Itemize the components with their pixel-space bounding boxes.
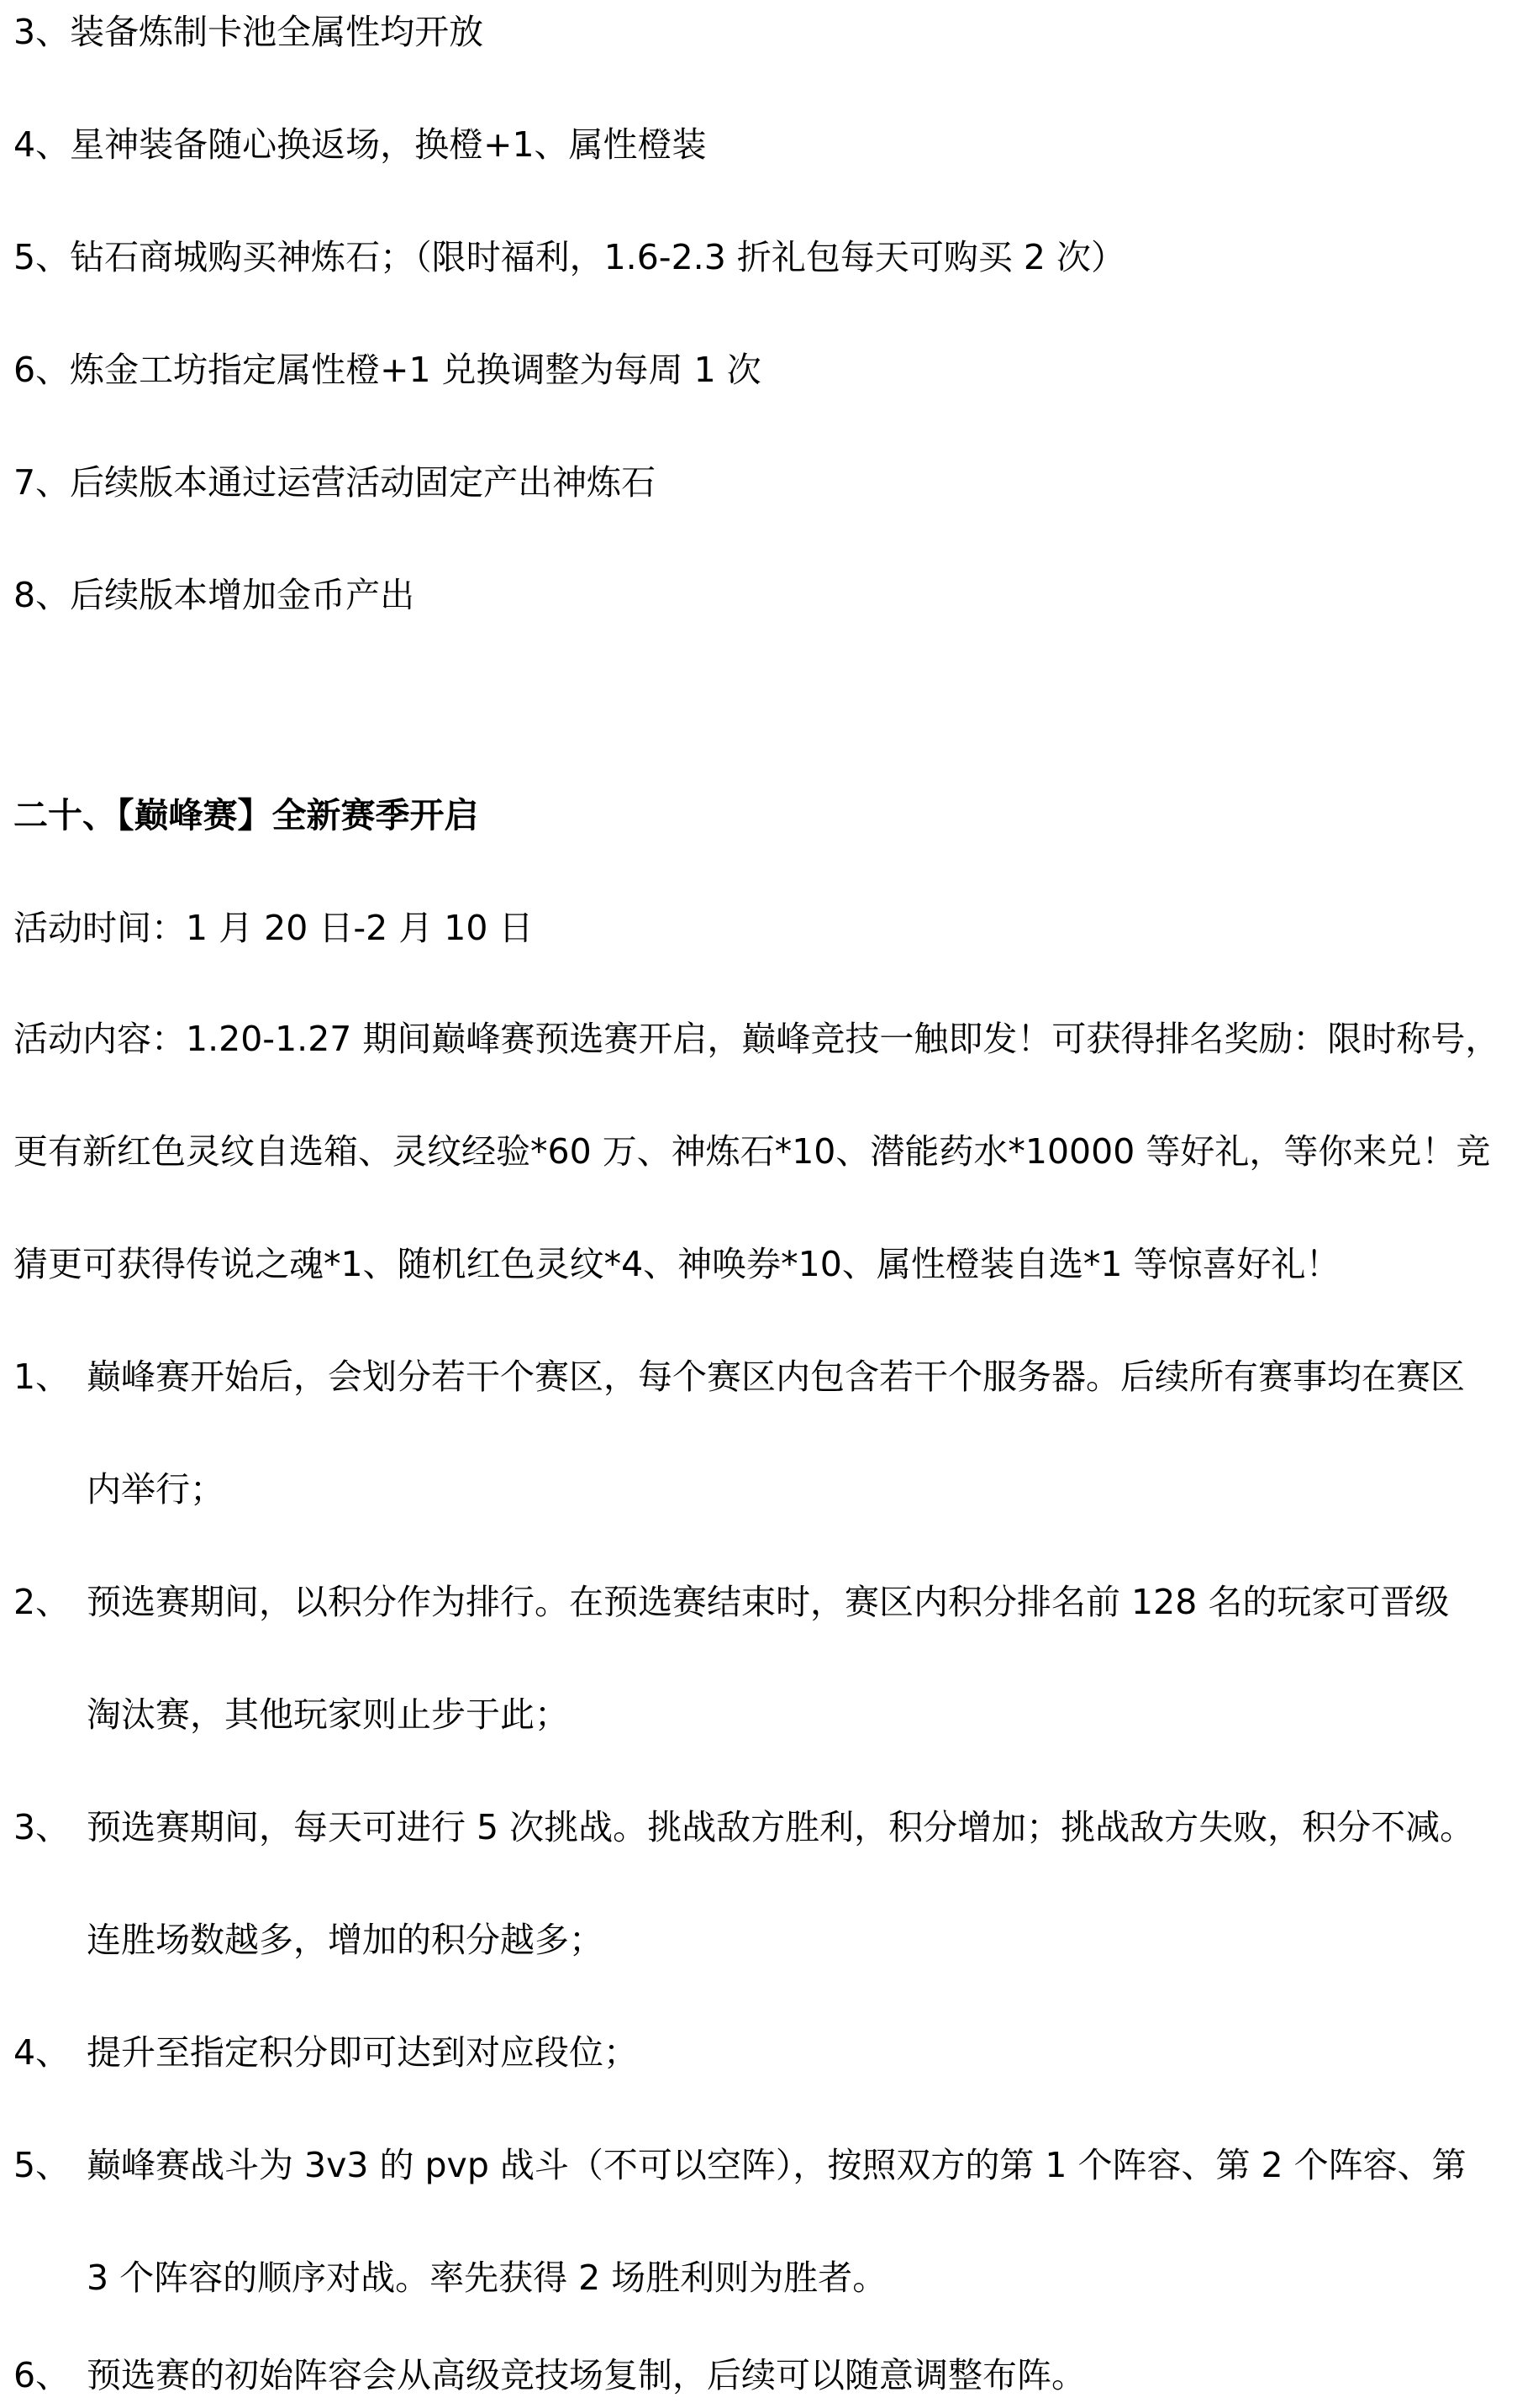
rule-number: 4、 <box>13 2032 71 2073</box>
rule-number: 2、 <box>13 1582 71 1622</box>
rule-text: 巅峰赛开始后，会划分若干个赛区，每个赛区内包含若干个服务器。后续所有赛事均在赛区 <box>87 1357 1465 1397</box>
activity-content-line: 活动内容：1.20-1.27 期间巅峰赛预选赛开启，巅峰竞技一触即发！可获得排名奖励：限时称号， <box>13 1019 1500 1059</box>
rule-text: 预选赛期间，每天可进行 5 次挑战。挑战敌方胜利，积分增加；挑战敌方失败，积分不减。 <box>87 1807 1475 1847</box>
list-item: 4、星神装备随心换返场，换橙+1、属性橙装 <box>13 124 707 165</box>
list-item: 7、后续版本通过运营活动固定产出神炼石 <box>13 462 656 503</box>
rule-number: 3、 <box>13 1807 71 1847</box>
activity-time: 活动时间：1 月 20 日-2 月 10 日 <box>13 908 534 948</box>
rule-text: 淘汰赛，其他玩家则止步于此； <box>87 1694 569 1735</box>
rule-text: 3 个阵容的顺序对战。率先获得 2 场胜利则为胜者。 <box>87 2258 888 2298</box>
rule-text: 内举行； <box>87 1469 224 1510</box>
rule-text: 预选赛期间，以积分作为排行。在预选赛结束时，赛区内积分排名前 128 名的玩家可晋级 <box>87 1582 1450 1622</box>
rule-text: 提升至指定积分即可达到对应段位； <box>87 2032 638 2073</box>
rule-number: 6、 <box>13 2355 71 2395</box>
rule-number: 1、 <box>13 1357 71 1397</box>
activity-content-line: 猜更可获得传说之魂*1、随机红色灵纹*4、神唤券*10、属性橙装自选*1 等惊喜好礼！ <box>13 1244 1341 1284</box>
rule-text: 预选赛的初始阵容会从高级竞技场复制，后续可以随意调整布阵。 <box>87 2355 1086 2395</box>
list-item: 8、后续版本增加金币产出 <box>13 575 415 615</box>
activity-content-line: 更有新红色灵纹自选箱、灵纹经验*60 万、神炼石*10、潜能药水*10000 等好礼，等你来兑！竞 <box>13 1131 1491 1172</box>
section-heading: 二十、【巅峰赛】全新赛季开启 <box>13 795 479 835</box>
list-item: 5、钻石商城购买神炼石；（限时福利，1.6-2.3 折礼包每天可购买 2 次） <box>13 237 1125 277</box>
list-item: 6、炼金工坊指定属性橙+1 兑换调整为每周 1 次 <box>13 350 761 390</box>
rule-number: 5、 <box>13 2145 71 2185</box>
list-item: 3、装备炼制卡池全属性均开放 <box>13 12 484 52</box>
rule-text: 巅峰赛战斗为 3v3 的 pvp 战斗（不可以空阵），按照双方的第 1 个阵容、第 2 个阵容、第 <box>87 2145 1467 2185</box>
rule-text: 连胜场数越多，增加的积分越多； <box>87 1920 603 1960</box>
